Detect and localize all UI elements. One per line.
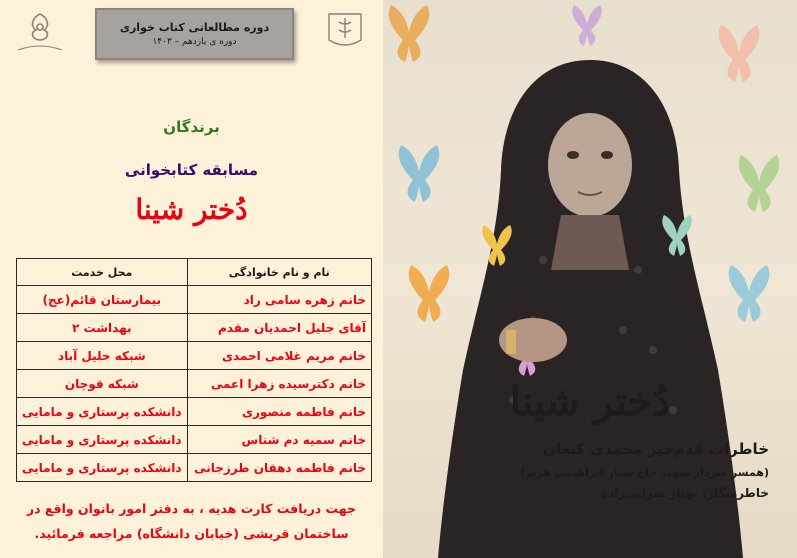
butterfly-icon [719,25,760,82]
winners-table [16,258,372,482]
table-row [17,454,372,482]
cover-subtitle: خاطرات قدم‌خیر محمدی کنعان [543,440,769,458]
winner-place: بهداشت ۲ [17,314,188,342]
butterfly-icon [389,5,430,62]
winner-place: دانشکده پرستاری و مامایی [17,454,188,482]
council-logo-icon [315,10,375,54]
winner-name: خانم فاطمه منصوری [187,398,371,426]
table-row [17,370,372,398]
table-row [17,342,372,370]
table-header-row [17,259,372,286]
butterfly-icon [739,155,780,212]
winner-place: دانشکده پرستاری و مامایی [17,398,188,426]
winner-place: دانشکده پرستاری و مامایی [17,426,188,454]
butterfly-icon [729,265,770,322]
winner-name: آقای جلیل احمدیان مقدم [187,314,371,342]
announcement-panel [0,0,383,558]
winner-name: خانم زهره سامی راد [187,286,371,314]
note-line-2: ساختمان قریشی (خیابان دانشگاه) مراجعه فرمائید. [34,526,349,541]
butterfly-icon [572,5,601,46]
winner-place: شبکه خلیل آباد [17,342,188,370]
winner-name: خانم فاطمه دهقان طرزجانی [187,454,371,482]
winner-name: خانم سمیه دم شناس [187,426,371,454]
table-row [17,426,372,454]
winner-name: خانم دکترسیده زهرا اعمی [187,370,371,398]
table-row [17,286,372,314]
table-row [17,314,372,342]
winners-heading: برندگان [163,118,220,136]
butterfly-icon [409,265,450,322]
girl-face [548,113,632,217]
banner-title: دوره مطالعاتی کتاب خواری [119,21,270,34]
cover-title: دُختر شینا [509,378,671,425]
contest-heading: مسابقه کتابخوانی [124,161,259,179]
gift-card-note [8,496,375,546]
table-row [17,398,372,426]
book-title: دُختر شینا [135,193,248,226]
winner-place: شبکه قوچان [17,370,188,398]
place-column-header: محل خدمت [17,259,188,286]
cover-author: خاطره‌نگار: بهناز ضرابی‌زاده [601,486,769,500]
banner-subtitle: دوره ی یازدهم – ۱۴۰۳ [152,37,237,47]
name-column-header: نام و نام خانوادگی [187,259,371,286]
note-line-1: جهت دریافت کارت هدیه ، به دفتر امور بانوان واقع در [26,501,357,516]
cover-spouse-line: (همسر سردار شهید حاج ستار ابراهیمی هژیر) [520,466,769,479]
winner-name: خانم مریم غلامی احمدی [187,342,371,370]
program-banner [95,8,294,60]
butterfly-icon [399,145,440,202]
book-cover [383,0,797,558]
winner-place: بیمارستان قائم(عج) [17,286,188,314]
university-logo-icon [10,10,70,54]
